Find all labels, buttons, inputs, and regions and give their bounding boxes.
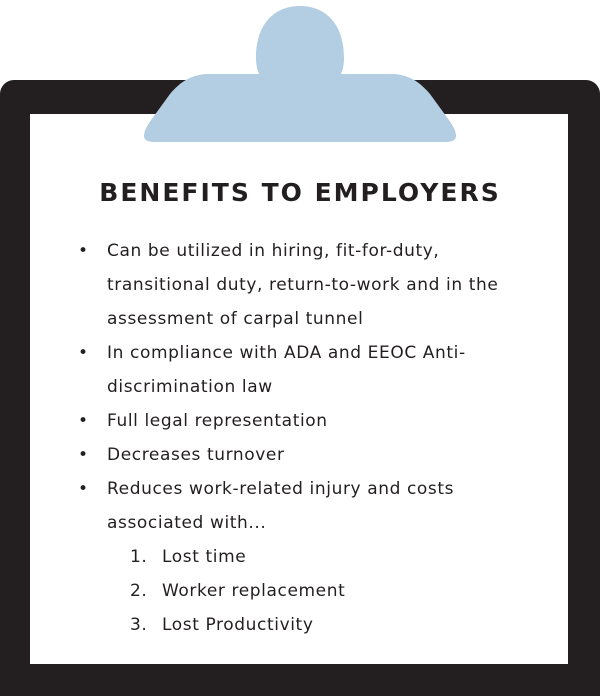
sublist-item-text: Lost Productivity — [162, 615, 314, 635]
list-item — [78, 438, 548, 472]
sublist-item-text: Worker replacement — [162, 581, 346, 601]
sublist-item — [130, 608, 548, 642]
benefits-list — [78, 234, 548, 642]
list-item-text: Decreases turnover — [107, 445, 285, 465]
sublist-item-text: Lost time — [162, 547, 247, 567]
list-item — [78, 336, 548, 404]
bullet-icon: • — [78, 343, 89, 363]
sublist-item — [130, 574, 548, 608]
list-item-text: In compliance with ADA and EEOC Anti-discrimination law — [107, 343, 466, 397]
list-item — [78, 234, 548, 336]
list-item — [78, 472, 548, 642]
page-title: BENEFITS TO EMPLOYERS — [99, 178, 501, 207]
numbered-sublist — [107, 540, 548, 642]
list-item-text: Full legal representation — [107, 411, 328, 431]
bullet-icon: • — [78, 241, 89, 261]
bullet-icon: • — [78, 411, 89, 431]
sublist-item — [130, 540, 548, 574]
sublist-item-number: 2. — [130, 581, 148, 601]
list-item-text: Can be utilized in hiring, fit-for-duty, transitional duty, return-to-work and in the assessment of carpal tunnel — [107, 241, 499, 329]
clipboard-clip-icon — [0, 0, 600, 150]
sublist-item-number: 3. — [130, 615, 148, 635]
list-item-text: Reduces work-related injury and costs associated with... — [107, 479, 455, 533]
list-item — [78, 404, 548, 438]
sublist-item-number: 1. — [130, 547, 148, 567]
bullet-icon: • — [78, 479, 89, 499]
bullet-icon: • — [78, 445, 89, 465]
